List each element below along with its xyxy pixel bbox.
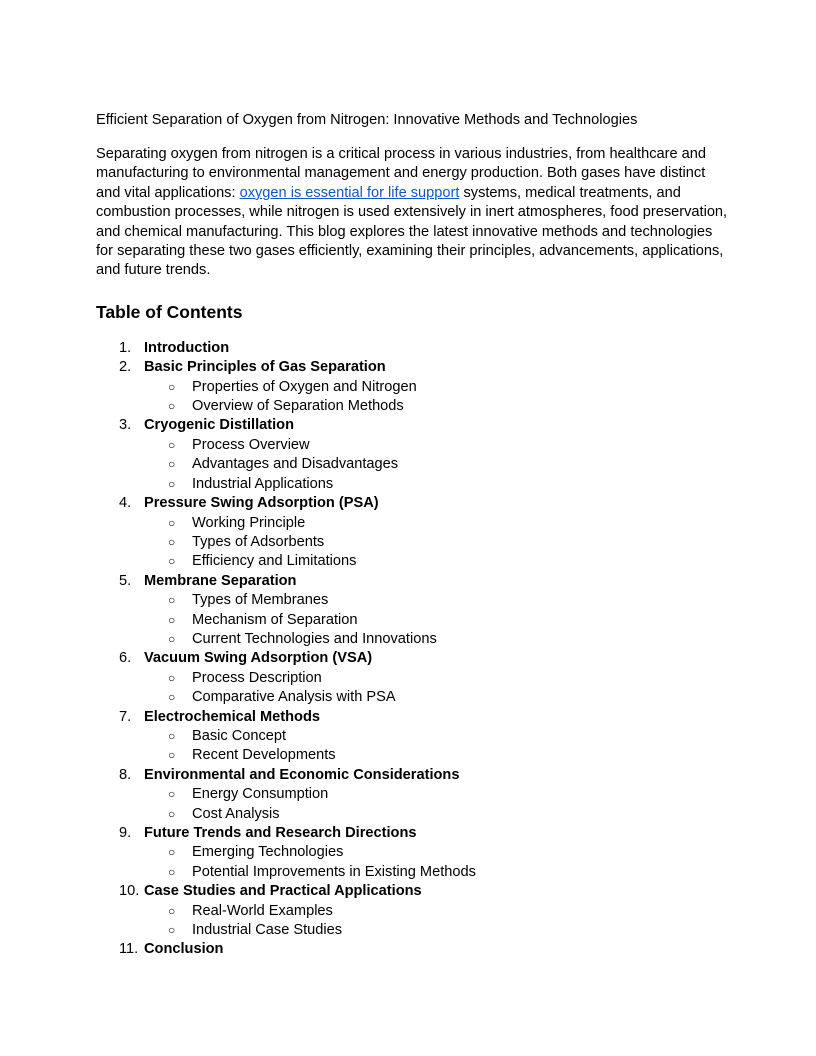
- toc-item-label: Vacuum Swing Adsorption (VSA): [144, 650, 373, 667]
- intro-paragraph: [96, 145, 728, 281]
- toc-subitem: [96, 630, 728, 649]
- hollow-circle-bullet-icon: ○: [168, 806, 176, 821]
- hollow-circle-bullet-icon: ○: [168, 612, 176, 627]
- toc-subitem: [96, 785, 728, 804]
- hollow-circle-bullet-icon: ○: [168, 728, 176, 743]
- toc-subitems: [96, 514, 728, 572]
- toc-item-label: Introduction: [144, 339, 230, 356]
- hollow-circle-bullet-icon: ○: [168, 534, 176, 549]
- document-title: Efficient Separation of Oxygen from Nitrogen: Innovative Methods and Technologies: [96, 112, 638, 128]
- hollow-circle-bullet-icon: ○: [168, 515, 176, 530]
- toc-subitem: [96, 455, 728, 474]
- toc-item-row: [96, 649, 728, 668]
- toc-item-label: Membrane Separation: [144, 572, 297, 589]
- toc-item-number: 9.: [119, 825, 132, 841]
- hollow-circle-bullet-icon: ○: [168, 864, 176, 879]
- toc-subitem-label: Types of Adsorbents: [192, 533, 325, 550]
- toc-item-row: [96, 416, 728, 435]
- toc-subitems: [96, 785, 728, 824]
- toc-item-label: Future Trends and Research Directions: [144, 825, 417, 841]
- toc-subitem-label: Working Principle: [192, 514, 306, 531]
- hollow-circle-bullet-icon: ○: [168, 787, 176, 802]
- toc-item-row: [96, 339, 728, 358]
- toc-subitem-label: Process Description: [192, 669, 322, 686]
- toc-heading-text: Table of Contents: [96, 301, 243, 322]
- hollow-circle-bullet-icon: ○: [168, 379, 176, 394]
- hollow-circle-bullet-icon: ○: [168, 903, 176, 918]
- toc-subitem-label: Mechanism of Separation: [192, 611, 358, 628]
- toc-item-number: 5.: [119, 572, 132, 589]
- hollow-circle-bullet-icon: ○: [168, 457, 176, 472]
- toc-item: [96, 882, 728, 940]
- toc-item-number: 7.: [119, 708, 132, 725]
- toc-item-row: [96, 940, 728, 959]
- toc-item: [96, 572, 728, 650]
- toc-item-number: 8.: [119, 766, 132, 783]
- toc-item-row: [96, 358, 728, 377]
- life-support-link[interactable]: oxygen is essential for life support: [239, 184, 460, 201]
- toc-item-number: 4.: [119, 495, 132, 512]
- toc-subitem-label: Energy Consumption: [192, 786, 329, 803]
- toc-subitem: [96, 552, 728, 571]
- toc-subitem: [96, 514, 728, 533]
- toc-item-row: [96, 882, 728, 901]
- hollow-circle-bullet-icon: ○: [168, 748, 176, 763]
- toc-item-row: [96, 824, 728, 843]
- toc-subitem-label: Emerging Technologies: [192, 844, 344, 861]
- toc-subitem: [96, 669, 728, 688]
- document-body: [96, 111, 728, 960]
- toc-item-row: [96, 708, 728, 727]
- toc-subitems: [96, 727, 728, 766]
- toc-subitem-label: Properties of Oxygen and Nitrogen: [192, 378, 417, 395]
- toc-subitems: [96, 902, 728, 941]
- toc-item-number: 3.: [119, 417, 132, 434]
- toc-item: [96, 358, 728, 416]
- toc-subitem: [96, 746, 728, 765]
- toc-subitem: [96, 397, 728, 416]
- hollow-circle-bullet-icon: ○: [168, 554, 176, 569]
- toc-item-number: 6.: [119, 650, 132, 667]
- toc-heading: [96, 300, 728, 324]
- toc-subitem-label: Industrial Case Studies: [192, 922, 343, 939]
- toc-subitem-label: Cost Analysis: [192, 805, 280, 822]
- toc-subitems: [96, 378, 728, 417]
- hollow-circle-bullet-icon: ○: [168, 399, 176, 414]
- toc-subitems: [96, 669, 728, 708]
- toc-item: [96, 416, 728, 494]
- toc-subitem: [96, 863, 728, 882]
- toc-subitem: [96, 805, 728, 824]
- toc-subitem: [96, 688, 728, 707]
- toc-subitem: [96, 727, 728, 746]
- toc-item-row: [96, 494, 728, 513]
- toc-subitem-label: Overview of Separation Methods: [192, 398, 404, 415]
- toc-item: [96, 649, 728, 707]
- intro-text-end: systems, medical treatments, and combustion processes, while nitrogen is used extensively in inert atmospheres, food preservation, and chemical manufacturing. This blog explores the latest innovative methods and technologies for separating these two gases efficiently, examining their principles, advancements, applications, and future trends.: [96, 184, 728, 279]
- toc-item: [96, 339, 728, 358]
- hollow-circle-bullet-icon: ○: [168, 670, 176, 685]
- toc-item-label: Electrochemical Methods: [144, 708, 320, 725]
- toc-item-label: Environmental and Economic Considerations: [144, 766, 460, 783]
- toc-item-row: [96, 766, 728, 785]
- toc-subitem-label: Efficiency and Limitations: [192, 553, 357, 570]
- toc-subitem: [96, 378, 728, 397]
- hollow-circle-bullet-icon: ○: [168, 476, 176, 491]
- hollow-circle-bullet-icon: ○: [168, 593, 176, 608]
- toc-subitem-label: Potential Improvements in Existing Methods: [192, 863, 476, 880]
- toc-subitem-label: Real-World Examples: [192, 902, 333, 919]
- hollow-circle-bullet-icon: ○: [168, 690, 176, 705]
- hollow-circle-bullet-icon: ○: [168, 437, 176, 452]
- toc-subitem: [96, 591, 728, 610]
- toc-item-label: Conclusion: [144, 941, 224, 958]
- intro-text-start: Separating oxygen from nitrogen is a critical process in various industries, from healthcare and manufacturing to environmental management and energy production. Both gases have distinct and vital applications:: [96, 146, 706, 201]
- toc-subitem-label: Basic Concept: [192, 727, 287, 744]
- toc-item-label: Basic Principles of Gas Separation: [144, 359, 386, 376]
- toc-subitem-label: Industrial Applications: [192, 475, 334, 492]
- toc-item-row: [96, 572, 728, 591]
- toc-subitem: [96, 611, 728, 630]
- toc-item: [96, 940, 728, 959]
- toc-item-number: 10.: [119, 883, 140, 900]
- toc-subitem-label: Process Overview: [192, 436, 310, 453]
- toc-subitem: [96, 533, 728, 552]
- toc-subitem-label: Advantages and Disadvantages: [192, 456, 399, 473]
- toc-subitems: [96, 436, 728, 494]
- toc-item-number: 1.: [119, 339, 132, 356]
- toc-subitem-label: Comparative Analysis with PSA: [192, 689, 396, 706]
- toc-subitem-label: Recent Developments: [192, 747, 336, 764]
- toc-subitem: [96, 921, 728, 940]
- toc-subitems: [96, 843, 728, 882]
- hollow-circle-bullet-icon: ○: [168, 923, 176, 938]
- toc-subitem: [96, 436, 728, 455]
- toc-subitems: [96, 591, 728, 649]
- hollow-circle-bullet-icon: ○: [168, 631, 176, 646]
- table-of-contents: [96, 339, 728, 960]
- toc-item: [96, 824, 728, 882]
- toc-subitem-label: Current Technologies and Innovations: [192, 630, 437, 647]
- toc-subitem: [96, 843, 728, 862]
- toc-item-number: 2.: [119, 359, 132, 376]
- toc-item: [96, 766, 728, 824]
- toc-item-label: Case Studies and Practical Applications: [144, 883, 422, 900]
- toc-item-number: 11.: [119, 941, 139, 958]
- toc-item: [96, 494, 728, 572]
- toc-item: [96, 708, 728, 766]
- toc-item-label: Pressure Swing Adsorption (PSA): [144, 495, 379, 512]
- toc-subitem: [96, 475, 728, 494]
- toc-subitem: [96, 902, 728, 921]
- toc-item-label: Cryogenic Distillation: [144, 417, 295, 434]
- hollow-circle-bullet-icon: ○: [168, 845, 176, 860]
- toc-subitem-label: Types of Membranes: [192, 592, 329, 609]
